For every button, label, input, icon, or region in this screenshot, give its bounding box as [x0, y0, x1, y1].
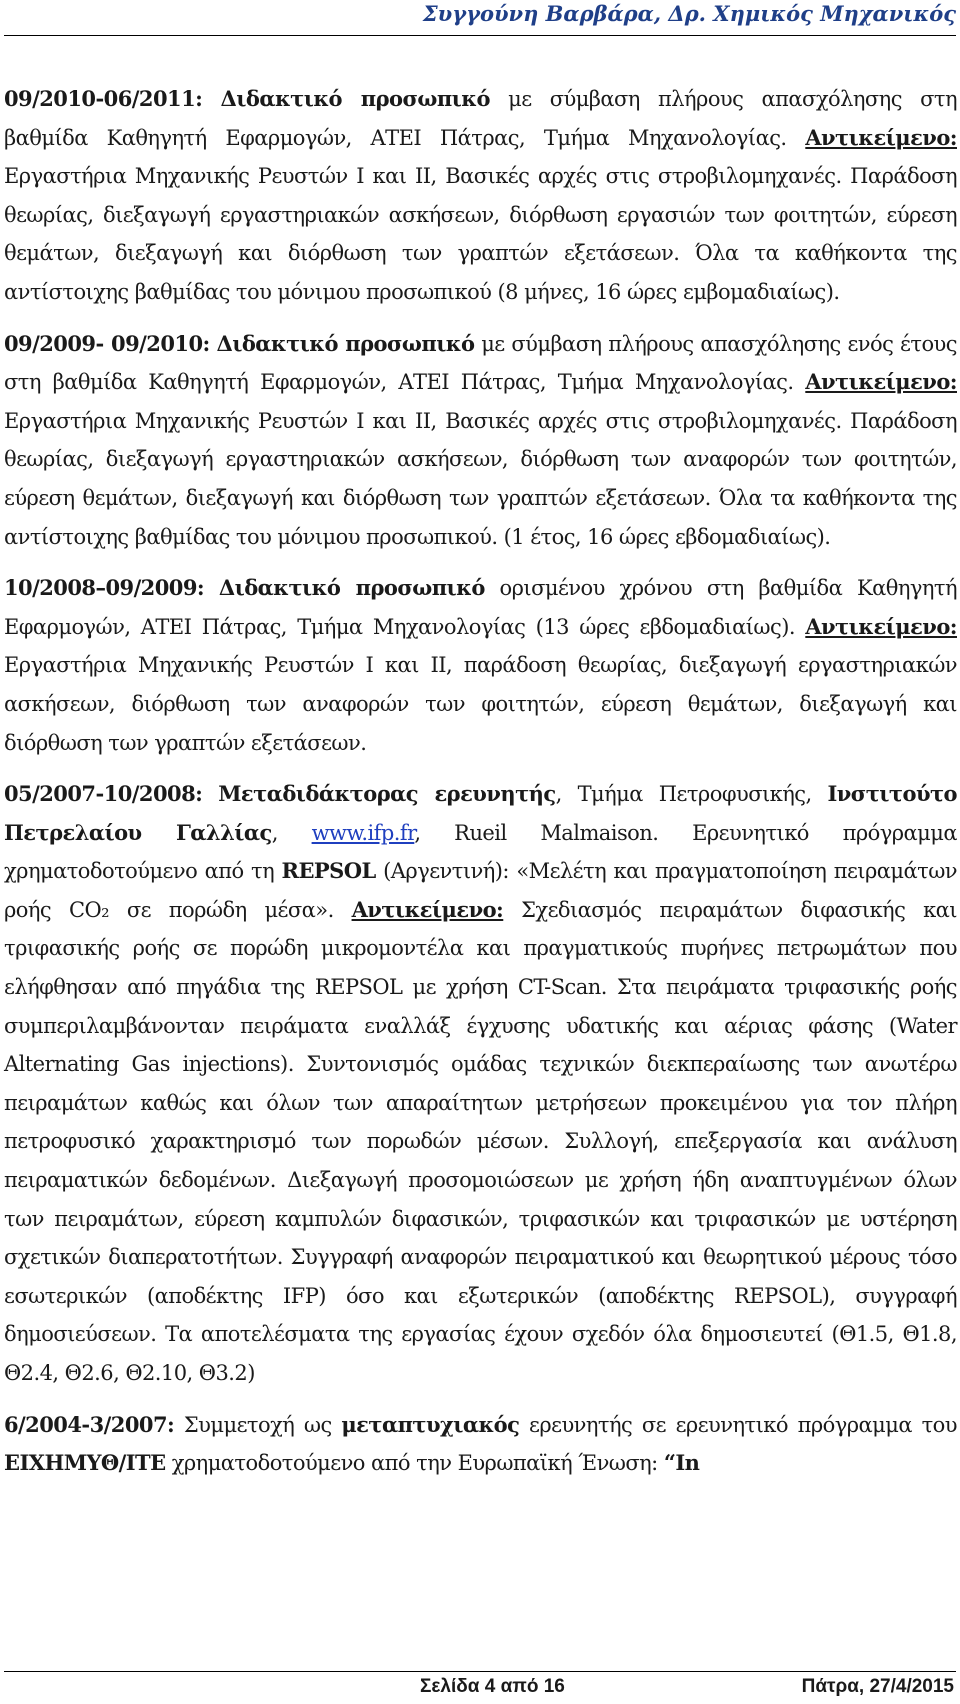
institute-name: ΕΙΧΗΜΥΘ/ΙΤΕ — [4, 1450, 166, 1476]
entry-role: Διδακτικό προσωπικό — [218, 575, 485, 601]
subject-label: Αντικείμενο: — [805, 613, 957, 639]
entry-text: με σύμβαση πλήρους απασχόλησης στη βαθμίδα Καθηγητή Εφαρμογών, ΑΤΕΙ Πάτρας, Τμήμα Μηχανολογίας. — [4, 87, 957, 150]
entry-text: ορισμένου χρόνου στη βαθμίδα Καθηγητή Εφαρμογών, ΑΤΕΙ Πάτρας, Τμήμα Μηχανολογίας (13 ώρες εβδομαδιαίως). — [4, 576, 957, 639]
page-number: Σελίδα 4 από 16 — [420, 1676, 565, 1697]
entry-text: χρηματοδοτούμενο από την Ευρωπαϊκή Ένωση: — [165, 1451, 664, 1476]
cv-entry — [4, 569, 957, 762]
entry-text: Εργαστήρια Μηχανικής Ρευστών Ι και ΙΙ, Βασικές αρχές στις στροβιλομηχανές. Παράδοση θεωρίας, διεξαγωγή εργαστηριακών ασκήσεων, διόρθωση εργασιών των φοιτητών, εύρεση θεμάτων, διεξαγωγή και διόρθωση των γραπτών εξετάσεων. Όλα τα καθήκοντα της αντίστοιχης βαθμίδας του μόνιμου προσωπικού (8 μήνες, 16 ώρες εμβομαδιαίως). — [4, 164, 957, 304]
cv-entry-phd — [4, 1406, 957, 1483]
entry-text: , Rueil Malmaison. Ερευνητικό πρόγραμμα χρηματοδοτούμενο από τη — [4, 820, 957, 884]
cv-entry-postdoc — [4, 775, 957, 1393]
sponsor-name: REPSOL — [281, 858, 376, 884]
entry-text: (Αργεντινή): «Μελέτη και πραγματοποίηση πειραμάτων ροής CO₂ σε πορώδη μέσα». — [4, 859, 957, 922]
subject-label: Αντικείμενο: — [805, 369, 957, 395]
entry-text: με σύμβαση πλήρους απασχόλησης ενός έτους στη βαθμίδα Καθηγητή Εφαρμογών, ΑΤΕΙ Πάτρας, Τμήμα Μηχανολογίας. — [4, 331, 957, 395]
entry-date: 05/2007-10/2008: — [4, 781, 203, 807]
footer-rule — [4, 1671, 956, 1672]
cv-entry — [4, 80, 957, 312]
place-date: Πάτρα, 27/4/2015 — [801, 1676, 954, 1697]
entry-date: 09/2010-06/2011: — [4, 86, 203, 111]
entry-text: ερευνητής σε ερευνητικό πρόγραμμα του — [519, 1412, 957, 1437]
entry-role: Διδακτικό προσωπικό — [216, 330, 475, 356]
entry-text: Εργαστήρια Μηχανικής Ρευστών Ι και ΙΙ, παράδοση θεωρίας, διεξαγωγή εργαστηριακών ασκήσεων, διόρθωση των αναφορών των φοιτητών, εύρεση θεμάτων, διεξαγωγή και διόρθωση των γραπτών εξετάσεων. — [4, 653, 957, 755]
entry-role: μεταπτυχιακός — [341, 1411, 520, 1437]
entry-role: Διδακτικό προσωπικό — [220, 86, 490, 111]
project-title: “In — [663, 1450, 700, 1476]
subject-label: Αντικείμενο: — [805, 124, 957, 150]
entry-date: 09/2009- 09/2010: — [4, 330, 210, 356]
entry-date: 10/2008–09/2009: — [4, 575, 205, 601]
page-header — [0, 0, 960, 40]
entry-text: , Τμήμα Πετροφυσικής, — [555, 782, 828, 807]
entry-text: , — [271, 820, 312, 845]
ifp-link[interactable]: www.ifp.fr — [311, 820, 415, 845]
entry-date: 6/2004-3/2007: — [4, 1411, 175, 1437]
cv-content — [4, 80, 957, 1496]
entry-role: Μεταδιδάκτορας ερευνητής — [218, 781, 556, 807]
cv-entry — [4, 325, 957, 557]
header-rule — [4, 35, 956, 36]
institute-name: Ινστιτούτο Πετρελαίου Γαλλίας — [4, 781, 957, 845]
subject-label: Αντικείμενο: — [351, 896, 504, 922]
header-title: Συγγούνη Βαρβάρα, Δρ. Χημικός Μηχανικός — [422, 1, 956, 26]
entry-text: Εργαστήρια Μηχανικής Ρευστών Ι και ΙΙ, Βασικές αρχές στις στροβιλομηχανές. Παράδοση θεωρίας, διεξαγωγή εργαστηριακών ασκήσεων, διόρθωση των αναφορών των φοιτητών, εύρεση θεμάτων, διεξαγωγή και διόρθωση των γραπτών εξετάσεων. Όλα τα καθήκοντα της αντίστοιχης βαθμίδας του μόνιμου προσωπικού. (1 έτος, 16 ώρες εβδομαδιαίως). — [4, 408, 957, 549]
entry-text: Συμμετοχή ως — [174, 1412, 342, 1437]
entry-text: Σχεδιασμός πειραμάτων διφασικής και τριφασικής ροής σε πορώδη μικρομοντέλα και πραγματικούς πυρήνες πετρωμάτων που ελήφθησαν από πηγάδια της REPSOL με χρήση CT-Scan. Στα πειράματα τριφασικής ροής συμπεριλαμβάνονταν πειράματα εναλλάξ έγχυσης υδατικής και αέριας φάσης (Water Alternating Gas injections). Συντονισμός ομάδας τεχνικών διεκπεραίωσης των ανωτέρω πειραμάτων καθώς και όλων των απαραίτητων μετρήσεων προκειμένου για τον πλήρη πετροφυσικό χαρακτηρισμό των πορωδών μέσων. Συλλογή, επεξεργασία και ανάλυση πειραματικών δεδομένων. Διεξαγωγή προσομοιώσεων με χρήση ήδη αναπτυγμένων όλων των πειραμάτων, εύρεση καμπυλών διφασικών, τριφασικών και τριφασικών με υστέρηση σχετικών διαπερατοτήτων. Συγγραφή αναφορών πειραματικού και θεωρητικού μέρους τόσο εσωτερικών (αποδέκτης IFP) όσο και εξωτερικών (αποδέκτης REPSOL), συγγραφή δημοσιεύσεων. Τα αποτελέσματα της εργασίας έχουν σχεδόν όλα δημοσιευτεί (Θ1.5, Θ1.8, Θ2.4, Θ2.6, Θ2.10, Θ3.2) — [4, 897, 957, 1385]
